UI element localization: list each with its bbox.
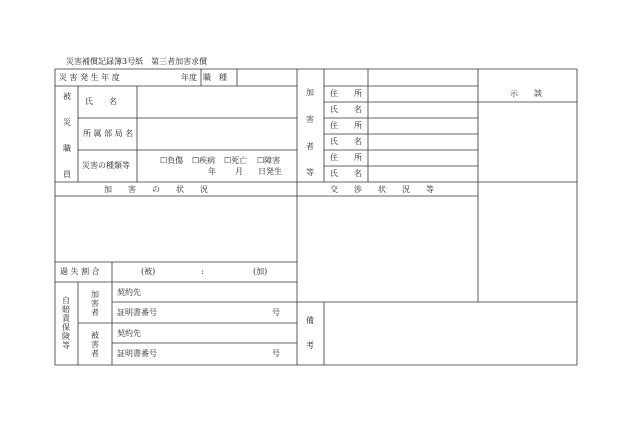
certificate-label-victim: 証明書番号 xyxy=(117,349,157,358)
fault-colon: : xyxy=(201,267,204,276)
disaster-year-input[interactable] xyxy=(137,71,180,85)
perp-name-label-3: 氏 名 xyxy=(330,169,362,178)
perp-address-label-2: 住 所 xyxy=(330,121,362,130)
year-suffix: 年度 xyxy=(181,73,197,82)
date-year-label: 年 xyxy=(208,167,216,176)
negotiation-input[interactable] xyxy=(299,198,476,300)
negotiation-label: 交 渉 状 況 等 xyxy=(330,185,434,194)
number-suffix-victim: 号 xyxy=(272,349,280,358)
injury-option-death[interactable]: ☐死亡 xyxy=(224,156,248,165)
damage-situation-input[interactable] xyxy=(57,198,295,260)
victim-name-input[interactable] xyxy=(139,88,295,116)
injury-option-injury[interactable]: ☐負傷 xyxy=(160,156,184,165)
injury-option-disability[interactable]: ☐障害 xyxy=(257,156,281,165)
disaster-year-label: 災 害 発 生 年 度 xyxy=(59,73,120,82)
instruction-input[interactable] xyxy=(480,104,575,300)
job-input[interactable] xyxy=(239,71,295,85)
injury-type-label: 災害の種類等 xyxy=(82,161,130,170)
contract-label-perpetrator: 契約先 xyxy=(117,288,141,297)
contract-label-victim: 契約先 xyxy=(117,329,141,338)
damage-situation-label: 加 害 の 状 況 xyxy=(104,185,208,194)
date-day-label: 日発生 xyxy=(258,167,282,176)
remarks-input[interactable] xyxy=(326,304,575,363)
job-label: 職 種 xyxy=(203,73,227,82)
form-title: 災害補償記録簿3号紙 第三者加害求償 xyxy=(66,57,208,66)
dept-input[interactable] xyxy=(139,120,295,148)
certificate-label-perpetrator: 証明書番号 xyxy=(117,308,157,317)
dept-label: 所 属 部 局 名 xyxy=(83,129,134,138)
fault-victim-label: (被) xyxy=(141,267,156,276)
victim-name-label: 氏 名 xyxy=(85,97,117,106)
fault-ratio-label: 過 失 割 合 xyxy=(60,267,100,276)
perp-address-label-3: 住 所 xyxy=(330,153,362,162)
date-month-label: 月 xyxy=(235,167,243,176)
number-suffix-perpetrator: 号 xyxy=(272,308,280,317)
fault-perpetrator-label: (加) xyxy=(253,267,268,276)
injury-option-illness[interactable]: ☐疾病 xyxy=(192,156,216,165)
perp-name-label-2: 氏 名 xyxy=(330,137,362,146)
perp-address-label-1: 住 所 xyxy=(330,89,362,98)
perp-name-label-1: 氏 名 xyxy=(330,105,362,114)
instruction-label: 示 談 xyxy=(510,89,542,98)
